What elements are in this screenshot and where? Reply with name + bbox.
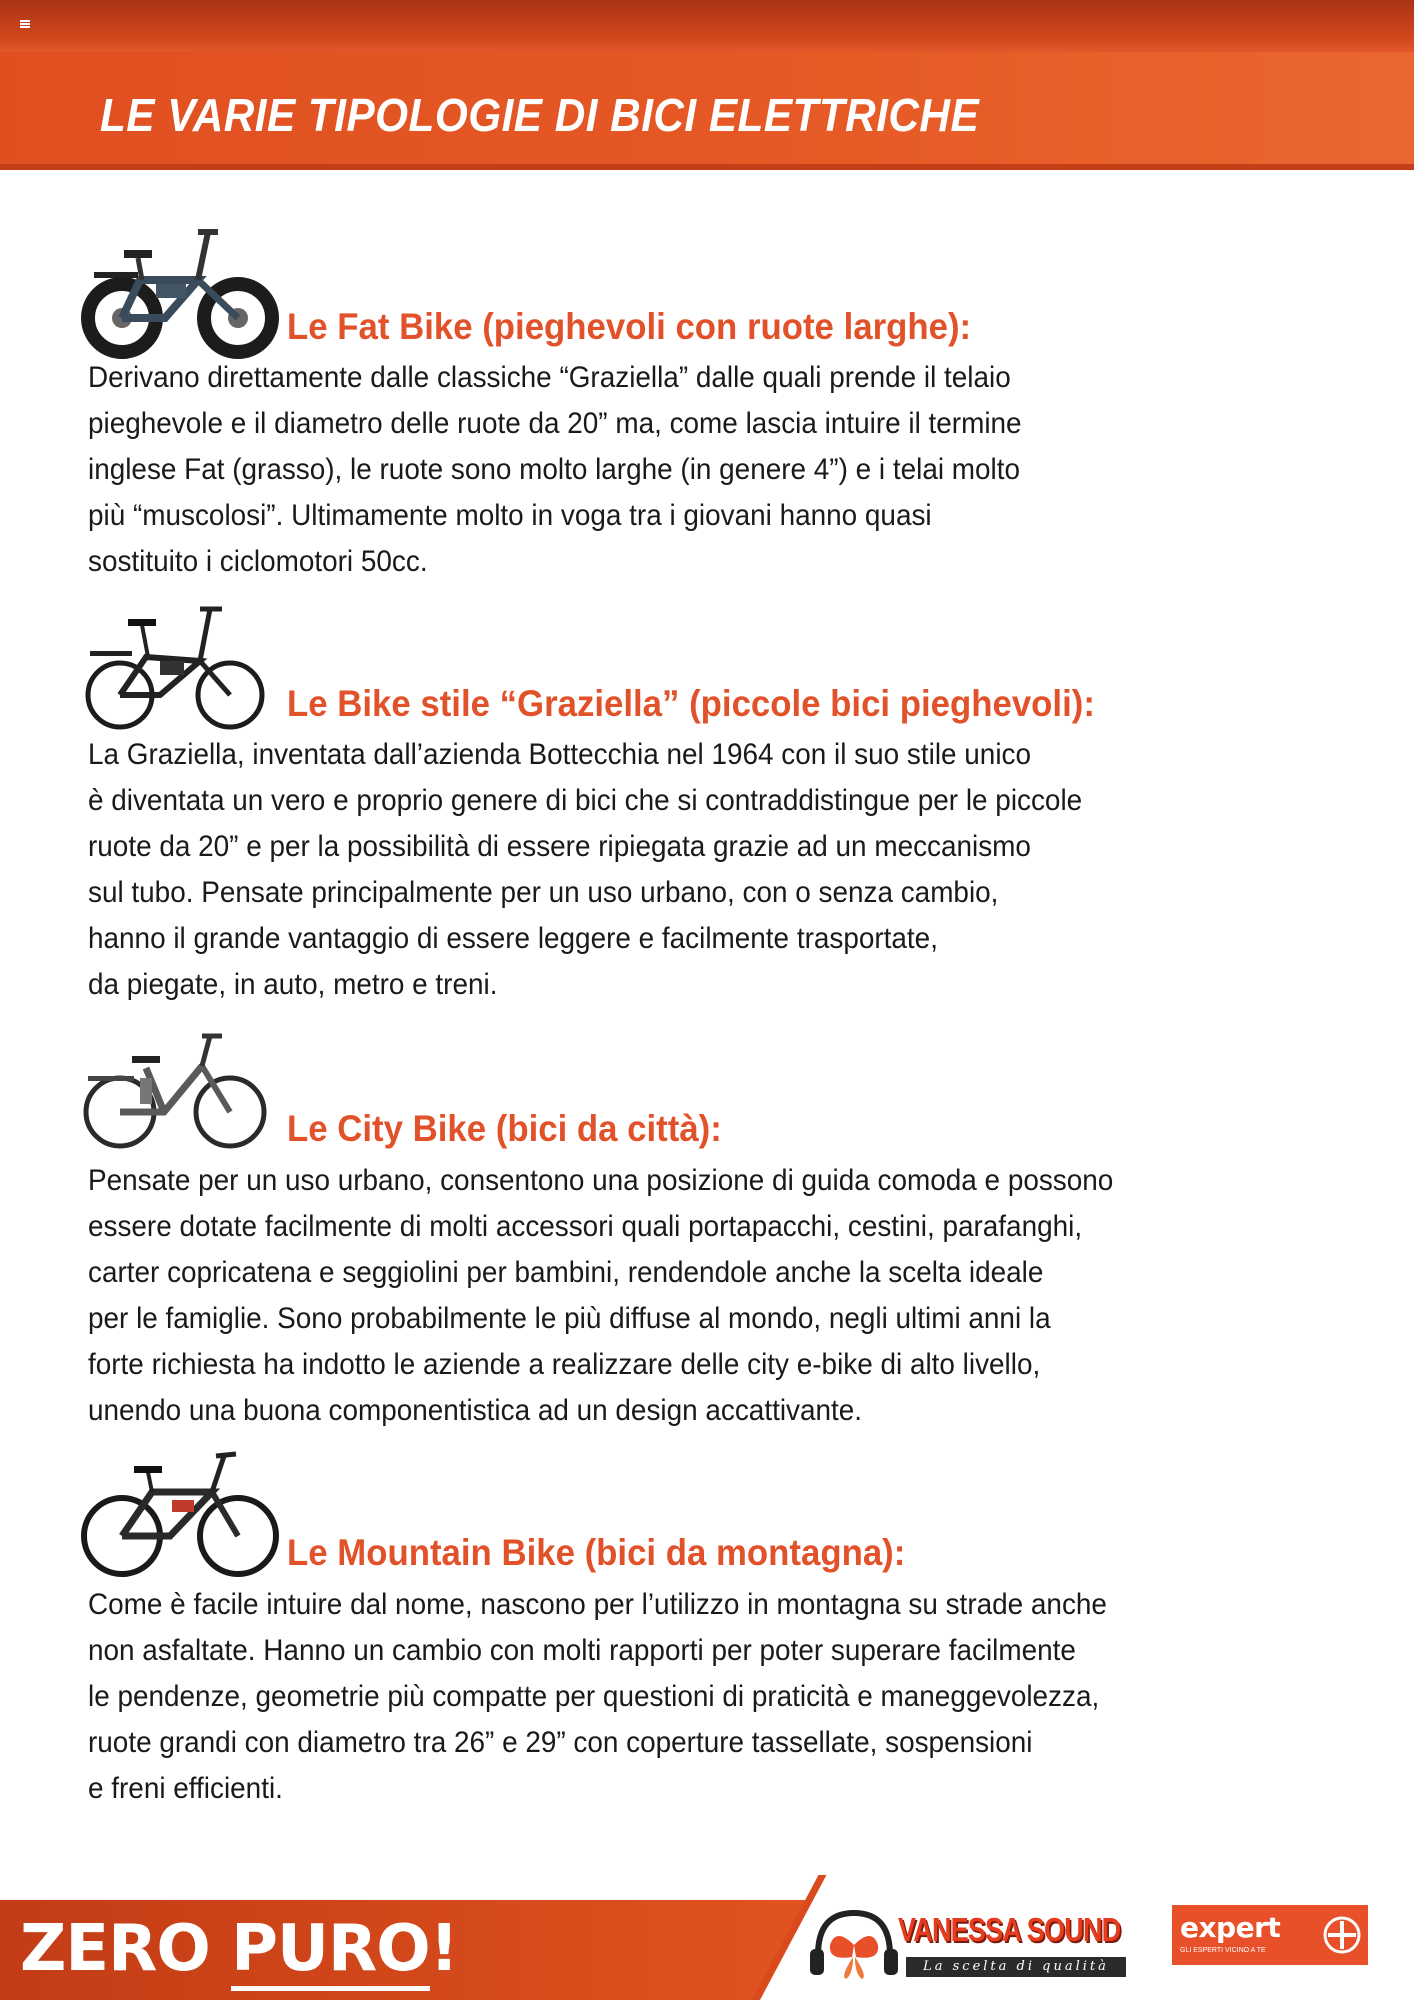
page-title: LE VARIE TIPOLOGIE DI BICI ELETTRICHE: [100, 89, 980, 141]
slogan-word-2: PURO: [231, 1912, 430, 1991]
body-line: ruote grandi con diametro tra 26” e 29” con coperture tassellate, sospensioni: [88, 1726, 1033, 1759]
section-heading: Le Fat Bike (pieghevoli con ruote larghe):: [287, 306, 972, 347]
section-body: [88, 732, 1157, 1008]
section-heading: Le Mountain Bike (bici da montagna):: [287, 1532, 906, 1573]
body-line: è diventata un vero e proprio genere di bici che si contraddistingue per le piccole: [88, 784, 1083, 817]
body-line: forte richiesta ha indotto le aziende a realizzare delle city e-bike di alto livello,: [88, 1348, 1041, 1381]
body-line: Pensate per un uso urbano, consentono una posizione di guida comoda e possono: [88, 1164, 1114, 1197]
body-line: sul tubo. Pensate principalmente per un uso urbano, con o senza cambio,: [88, 876, 999, 909]
body-line: da piegate, in auto, metro e treni.: [88, 968, 498, 1001]
city-bike-icon: [80, 1028, 270, 1158]
brand-name: VANESSA SOUND: [898, 1911, 1121, 1948]
folding-bike-icon: [80, 595, 270, 735]
body-line: e freni efficienti.: [88, 1772, 283, 1805]
body-line: per le famiglie. Sono probabilmente le più diffuse al mondo, negli ultimi anni la: [88, 1302, 1051, 1335]
body-line: non asfaltate. Hanno un cambio con molti rapporti per poter superare facilmente: [88, 1634, 1076, 1667]
expert-logo[interactable]: [1172, 1905, 1368, 1965]
partner-name: expert: [1180, 1911, 1281, 1944]
fat-bike-icon: [80, 210, 280, 360]
body-line: carter copricatena e seggiolini per bambini, rendendole anche la scelta ideale: [88, 1256, 1044, 1289]
headphones-butterfly-icon: [806, 1905, 902, 1985]
body-line: Derivano direttamente dalle classiche “Graziella” dalle quali prende il telaio: [88, 361, 1011, 394]
body-line: ruote da 20” e per la possibilità di essere ripiegata grazie ad un meccanismo: [88, 830, 1031, 863]
body-line: più “muscolosi”. Ultimamente molto in voga tra i giovani hanno quasi: [88, 499, 932, 532]
section-body: [88, 355, 1092, 585]
body-line: inglese Fat (grasso), le ruote sono molto larghe (in genere 4”) e i telai molto: [88, 453, 1021, 486]
body-line: unendo una buona componentistica ad un design accattivante.: [88, 1394, 863, 1427]
menu-icon[interactable]: [20, 20, 30, 28]
body-line: pieghevole e il diametro delle ruote da 20” ma, come lascia intuire il termine: [88, 407, 1022, 440]
slogan: [20, 1912, 458, 1986]
slogan-word-1: ZERO: [20, 1912, 232, 1986]
vanessa-sound-logo[interactable]: [806, 1905, 1166, 1985]
section-body: [88, 1158, 1190, 1434]
top-stripe: [0, 0, 1414, 52]
body-line: hanno il grande vantaggio di essere leggere e facilmente trasportate,: [88, 922, 938, 955]
body-line: Come è facile intuire dal nome, nascono per l’utilizzo in montagna su strade anche: [88, 1588, 1107, 1621]
body-line: le pendenze, geometrie più compatte per questioni di praticità e maneggevolezza,: [88, 1680, 1100, 1713]
section-heading: Le City Bike (bici da città):: [287, 1108, 722, 1149]
body-line: sostituito i ciclomotori 50cc.: [88, 545, 428, 578]
body-line: essere dotate facilmente di molti accessori quali portapacchi, cestini, parafanghi,: [88, 1210, 1083, 1243]
slogan-exclamation: !: [429, 1912, 458, 1986]
section-body: [88, 1582, 1184, 1812]
brand-tagline: La scelta di qualità: [906, 1957, 1126, 1977]
partner-sub: GLI ESPERTI VICINO A TE: [1180, 1947, 1266, 1954]
body-line: La Graziella, inventata dall’azienda Bottecchia nel 1964 con il suo stile unico: [88, 738, 1031, 771]
expert-badge-icon: [1322, 1915, 1362, 1955]
mountain-bike-icon: [80, 1448, 280, 1583]
section-heading: Le Bike stile “Graziella” (piccole bici pieghevoli):: [287, 683, 1095, 724]
